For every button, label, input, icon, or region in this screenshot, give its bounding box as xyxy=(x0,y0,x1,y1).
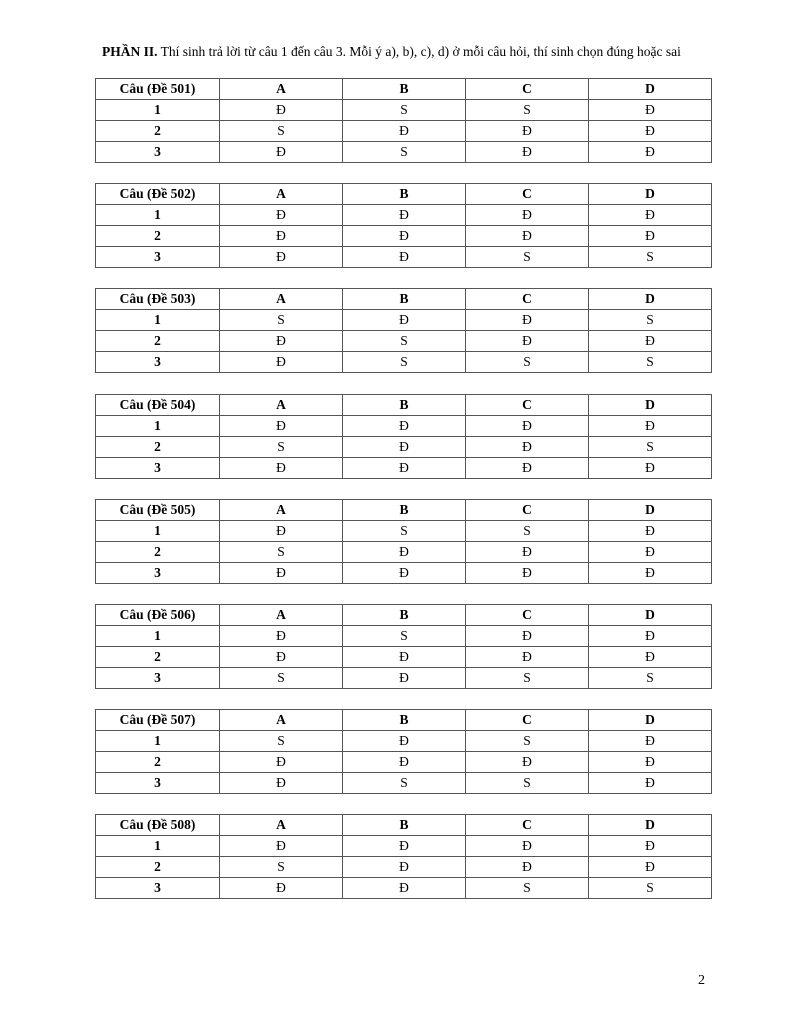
table-header-row xyxy=(96,184,712,205)
question-number: 3 xyxy=(96,352,220,373)
answer-cell: S xyxy=(343,142,466,163)
answer-cell: Đ xyxy=(589,331,712,352)
page-number: 2 xyxy=(698,973,705,988)
answer-cell: Đ xyxy=(343,310,466,331)
answer-cell: Đ xyxy=(343,226,466,247)
answer-cell: S xyxy=(220,857,343,878)
answer-cell: Đ xyxy=(220,352,343,373)
column-header: D xyxy=(589,289,712,310)
question-number: 2 xyxy=(96,857,220,878)
answer-cell: Đ xyxy=(589,626,712,647)
answer-cell: Đ xyxy=(466,416,589,437)
table-row xyxy=(96,247,712,268)
answer-cell: Đ xyxy=(343,752,466,773)
answer-cell: S xyxy=(343,100,466,121)
answer-cell: S xyxy=(343,773,466,794)
table-row xyxy=(96,626,712,647)
exam-code-header: Câu (Đề 505) xyxy=(96,500,220,521)
table-header-row xyxy=(96,289,712,310)
answer-cell: Đ xyxy=(466,121,589,142)
answer-cell: S xyxy=(220,731,343,752)
answer-cell: S xyxy=(466,731,589,752)
answer-cell: S xyxy=(220,437,343,458)
table-row xyxy=(96,121,712,142)
table-row xyxy=(96,752,712,773)
answer-cell: Đ xyxy=(343,647,466,668)
answer-cell: Đ xyxy=(589,205,712,226)
answer-cell: Đ xyxy=(589,542,712,563)
answer-cell: Đ xyxy=(589,563,712,584)
question-number: 3 xyxy=(96,563,220,584)
answer-cell: S xyxy=(466,100,589,121)
answer-table xyxy=(95,78,712,163)
column-header: C xyxy=(466,289,589,310)
answer-cell: Đ xyxy=(466,836,589,857)
section-intro xyxy=(102,44,702,60)
answer-cell: Đ xyxy=(343,247,466,268)
question-number: 3 xyxy=(96,773,220,794)
table-row xyxy=(96,142,712,163)
column-header: D xyxy=(589,815,712,836)
answer-cell: S xyxy=(466,878,589,899)
answer-cell: Đ xyxy=(589,458,712,479)
column-header: C xyxy=(466,395,589,416)
column-header: B xyxy=(343,184,466,205)
exam-code-header: Câu (Đề 506) xyxy=(96,605,220,626)
column-header: B xyxy=(343,710,466,731)
column-header: A xyxy=(220,500,343,521)
column-header: B xyxy=(343,815,466,836)
answer-table xyxy=(95,183,712,268)
answer-cell: S xyxy=(466,668,589,689)
column-header: A xyxy=(220,710,343,731)
table-header-row xyxy=(96,500,712,521)
answer-cell: Đ xyxy=(343,121,466,142)
answer-cell: Đ xyxy=(589,647,712,668)
answer-table xyxy=(95,394,712,479)
answer-cell: Đ xyxy=(220,773,343,794)
question-number: 2 xyxy=(96,121,220,142)
answer-cell: Đ xyxy=(466,310,589,331)
column-header: C xyxy=(466,605,589,626)
exam-code-header: Câu (Đề 508) xyxy=(96,815,220,836)
table-row xyxy=(96,836,712,857)
answer-cell: Đ xyxy=(343,836,466,857)
question-number: 2 xyxy=(96,331,220,352)
answer-cell: Đ xyxy=(343,205,466,226)
table-header-row xyxy=(96,395,712,416)
exam-code-header: Câu (Đề 504) xyxy=(96,395,220,416)
answer-cell: Đ xyxy=(466,857,589,878)
answer-cell: Đ xyxy=(466,205,589,226)
answer-cell: Đ xyxy=(466,563,589,584)
question-number: 1 xyxy=(96,731,220,752)
column-header: B xyxy=(343,79,466,100)
answer-cell: S xyxy=(589,310,712,331)
column-header: A xyxy=(220,605,343,626)
answer-cell: Đ xyxy=(220,752,343,773)
answer-cell: Đ xyxy=(220,331,343,352)
question-number: 2 xyxy=(96,752,220,773)
table-row xyxy=(96,416,712,437)
answer-cell: S xyxy=(589,668,712,689)
exam-code-header: Câu (Đề 503) xyxy=(96,289,220,310)
table-row xyxy=(96,205,712,226)
column-header: A xyxy=(220,79,343,100)
answer-cell: Đ xyxy=(220,563,343,584)
table-row xyxy=(96,437,712,458)
answer-cell: Đ xyxy=(220,205,343,226)
answer-table xyxy=(95,709,712,794)
table-row xyxy=(96,647,712,668)
answer-cell: Đ xyxy=(589,752,712,773)
question-number: 1 xyxy=(96,521,220,542)
answer-cell: Đ xyxy=(466,626,589,647)
table-row xyxy=(96,226,712,247)
column-header: D xyxy=(589,605,712,626)
answer-cell: S xyxy=(343,521,466,542)
answer-cell: Đ xyxy=(220,458,343,479)
answer-cell: Đ xyxy=(589,142,712,163)
answer-cell: Đ xyxy=(343,668,466,689)
answer-cell: Đ xyxy=(343,458,466,479)
answer-cell: Đ xyxy=(220,878,343,899)
question-number: 1 xyxy=(96,626,220,647)
answer-cell: Đ xyxy=(220,416,343,437)
answer-cell: S xyxy=(220,668,343,689)
answer-cell: Đ xyxy=(589,521,712,542)
answer-cell: S xyxy=(466,773,589,794)
answer-cell: S xyxy=(220,542,343,563)
answer-cell: Đ xyxy=(343,857,466,878)
answer-cell: S xyxy=(466,352,589,373)
answer-cell: Đ xyxy=(343,731,466,752)
column-header: D xyxy=(589,395,712,416)
column-header: C xyxy=(466,79,589,100)
column-header: D xyxy=(589,79,712,100)
question-number: 1 xyxy=(96,416,220,437)
table-row xyxy=(96,563,712,584)
answer-cell: Đ xyxy=(466,458,589,479)
column-header: C xyxy=(466,184,589,205)
table-row xyxy=(96,878,712,899)
answer-cell: Đ xyxy=(589,836,712,857)
table-header-row xyxy=(96,815,712,836)
question-number: 2 xyxy=(96,647,220,668)
answer-cell: S xyxy=(343,331,466,352)
answer-cell: S xyxy=(589,352,712,373)
answer-cell: Đ xyxy=(466,752,589,773)
column-header: B xyxy=(343,395,466,416)
answer-cell: Đ xyxy=(589,100,712,121)
answer-cell: Đ xyxy=(220,226,343,247)
answer-cell: Đ xyxy=(220,142,343,163)
column-header: B xyxy=(343,500,466,521)
question-number: 1 xyxy=(96,310,220,331)
table-row xyxy=(96,773,712,794)
table-header-row xyxy=(96,79,712,100)
table-row xyxy=(96,100,712,121)
question-number: 3 xyxy=(96,878,220,899)
table-row xyxy=(96,542,712,563)
answer-cell: Đ xyxy=(343,878,466,899)
question-number: 3 xyxy=(96,668,220,689)
question-number: 2 xyxy=(96,542,220,563)
answer-cell: S xyxy=(343,352,466,373)
answer-cell: Đ xyxy=(466,226,589,247)
question-number: 3 xyxy=(96,458,220,479)
table-row xyxy=(96,521,712,542)
column-header: A xyxy=(220,395,343,416)
column-header: B xyxy=(343,289,466,310)
answer-cell: S xyxy=(466,247,589,268)
section-instructions: Thí sinh trả lời từ câu 1 đến câu 3. Mỗi ý a), b), c), d) ở mỗi câu hỏi, thí sinh chọn đúng hoặc sai xyxy=(157,44,681,59)
question-number: 1 xyxy=(96,205,220,226)
column-header: C xyxy=(466,500,589,521)
answer-cell: S xyxy=(220,310,343,331)
answer-cell: Đ xyxy=(220,100,343,121)
exam-code-header: Câu (Đề 502) xyxy=(96,184,220,205)
table-row xyxy=(96,668,712,689)
table-row xyxy=(96,352,712,373)
answer-cell: Đ xyxy=(466,647,589,668)
answer-cell: S xyxy=(220,121,343,142)
answer-cell: S xyxy=(343,626,466,647)
answer-cell: Đ xyxy=(589,773,712,794)
exam-code-header: Câu (Đề 501) xyxy=(96,79,220,100)
answer-cell: Đ xyxy=(220,836,343,857)
table-row xyxy=(96,458,712,479)
exam-code-header: Câu (Đề 507) xyxy=(96,710,220,731)
question-number: 2 xyxy=(96,437,220,458)
table-row xyxy=(96,857,712,878)
answer-cell: Đ xyxy=(343,437,466,458)
answer-cell: S xyxy=(589,878,712,899)
table-header-row xyxy=(96,710,712,731)
answer-cell: Đ xyxy=(466,331,589,352)
answer-cell: Đ xyxy=(466,542,589,563)
answer-cell: Đ xyxy=(589,857,712,878)
answer-cell: Đ xyxy=(220,247,343,268)
answer-cell: Đ xyxy=(343,542,466,563)
table-row xyxy=(96,331,712,352)
answer-table xyxy=(95,814,712,899)
question-number: 1 xyxy=(96,836,220,857)
column-header: C xyxy=(466,815,589,836)
question-number: 3 xyxy=(96,142,220,163)
column-header: D xyxy=(589,184,712,205)
question-number: 1 xyxy=(96,100,220,121)
column-header: A xyxy=(220,815,343,836)
column-header: A xyxy=(220,289,343,310)
column-header: C xyxy=(466,710,589,731)
question-number: 2 xyxy=(96,226,220,247)
answer-table xyxy=(95,499,712,584)
answer-cell: Đ xyxy=(220,626,343,647)
table-row xyxy=(96,731,712,752)
answer-cell: Đ xyxy=(589,121,712,142)
table-row xyxy=(96,310,712,331)
answer-cell: S xyxy=(466,521,589,542)
column-header: A xyxy=(220,184,343,205)
answer-cell: S xyxy=(589,437,712,458)
answer-cell: S xyxy=(589,247,712,268)
answer-cell: Đ xyxy=(220,521,343,542)
answer-cell: Đ xyxy=(466,437,589,458)
column-header: B xyxy=(343,605,466,626)
answer-cell: Đ xyxy=(343,563,466,584)
answer-cell: Đ xyxy=(589,416,712,437)
answer-cell: Đ xyxy=(589,731,712,752)
answer-cell: Đ xyxy=(220,647,343,668)
answer-cell: Đ xyxy=(589,226,712,247)
section-heading: PHẦN II. xyxy=(102,44,158,59)
answer-cell: Đ xyxy=(466,142,589,163)
answer-table xyxy=(95,288,712,373)
answer-cell: Đ xyxy=(343,416,466,437)
table-header-row xyxy=(96,605,712,626)
column-header: D xyxy=(589,500,712,521)
answer-table xyxy=(95,604,712,689)
question-number: 3 xyxy=(96,247,220,268)
column-header: D xyxy=(589,710,712,731)
